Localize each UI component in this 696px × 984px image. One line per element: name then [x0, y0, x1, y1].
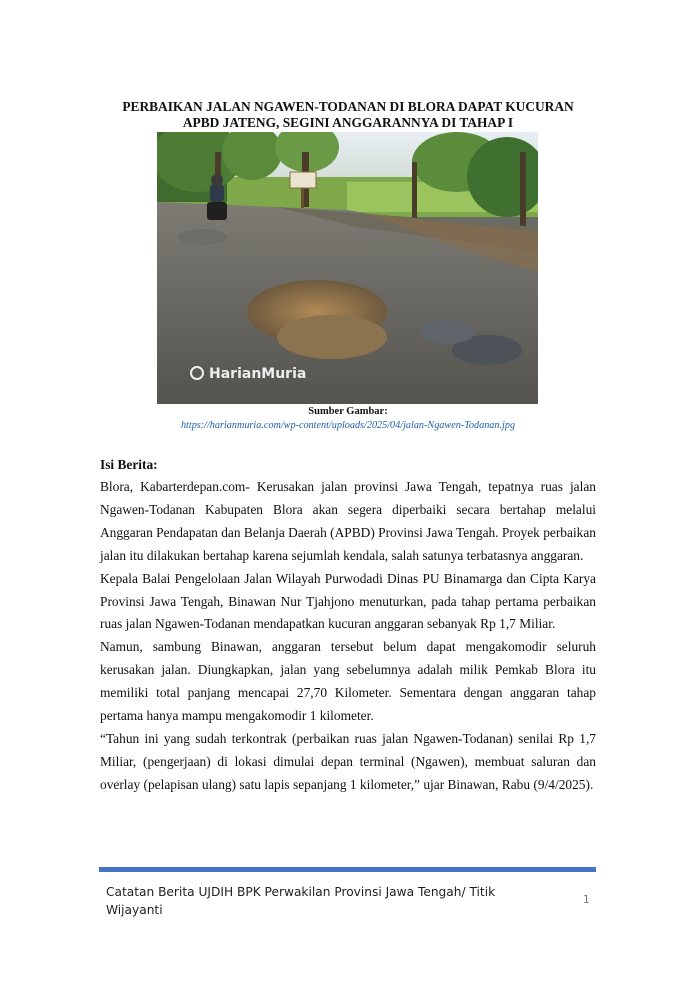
article-photo [157, 132, 538, 404]
section-heading: Isi Berita: [100, 457, 158, 472]
title-line-2: APBD JATENG, SEGINI ANGGARANNYA DI TAHAP I [182, 114, 514, 130]
page-number: 1 [583, 894, 590, 906]
footer-note: Catatan Berita UJDIH BPK Perwakilan Provinsi Jawa Tengah/ Titik Wijayanti [106, 885, 496, 917]
image-source-link[interactable]: https://harianmuria.com/wp-content/uploads/2025/04/jalan-Ngawen-Todanan.jpg [180, 420, 516, 431]
paragraph-1: Blora, Kabarterdepan.com- Kerusakan jalan provinsi Jawa Tengah, tepatnya ruas jalan Ngawen-Todanan Kabupaten Blora akan segera diperbaiki secara bertahap melalui Anggaran Pendapatan dan Belanja Daerah (APBD) Provinsi Jawa Tengah. Proyek perbaikan jalan itu dilakukan bertahap karena sejumlah kendala, salah satunya terbatasnya anggaran. [100, 479, 596, 563]
road-photo-illustration [157, 132, 538, 404]
footer-divider [99, 867, 596, 872]
article-body [100, 476, 596, 797]
image-caption-label: Sumber Gambar: [308, 406, 388, 417]
photo-watermark: HarianMuria [209, 366, 307, 382]
paragraph-3: Namun, sambung Binawan, anggaran tersebut belum dapat mengakomodir seluruh kerusakan jalan. Diungkapkan, jalan yang sebelumnya adalah milik Pemkab Blora itu memiliki total panjang mencapai 27,70 Kilometer. Sementara dengan anggaran tahap pertama hanya mampu mengakomodir 1 kilometer. [100, 639, 596, 724]
title-line-1: PERBAIKAN JALAN NGAWEN-TODANAN DI BLORA DAPAT KUCURAN [122, 99, 574, 114]
article-title [100, 99, 596, 130]
paragraph-4: “Tahun ini yang sudah terkontrak (perbaikan ruas jalan Ngawen-Todanan) senilai Rp 1,7 Miliar, (pengerjaan) di lokasi dimulai depan terminal (Ngawen), membuat saluran dan overlay (pelapisan ulang) satu lapis sepanjang 1 kilometer,” ujar Binawan, Rabu (9/4/2025). [100, 730, 596, 792]
paragraph-2: Kepala Balai Pengelolaan Jalan Wilayah Purwodadi Dinas PU Binamarga dan Cipta Karya Provinsi Jawa Tengah, Binawan Nur Tjahjono menuturkan, pada tahap pertama perbaikan ruas jalan Ngawen-Todanan mendapatkan kucuran anggaran sebanyak Rp 1,7 Miliar. [100, 570, 596, 632]
